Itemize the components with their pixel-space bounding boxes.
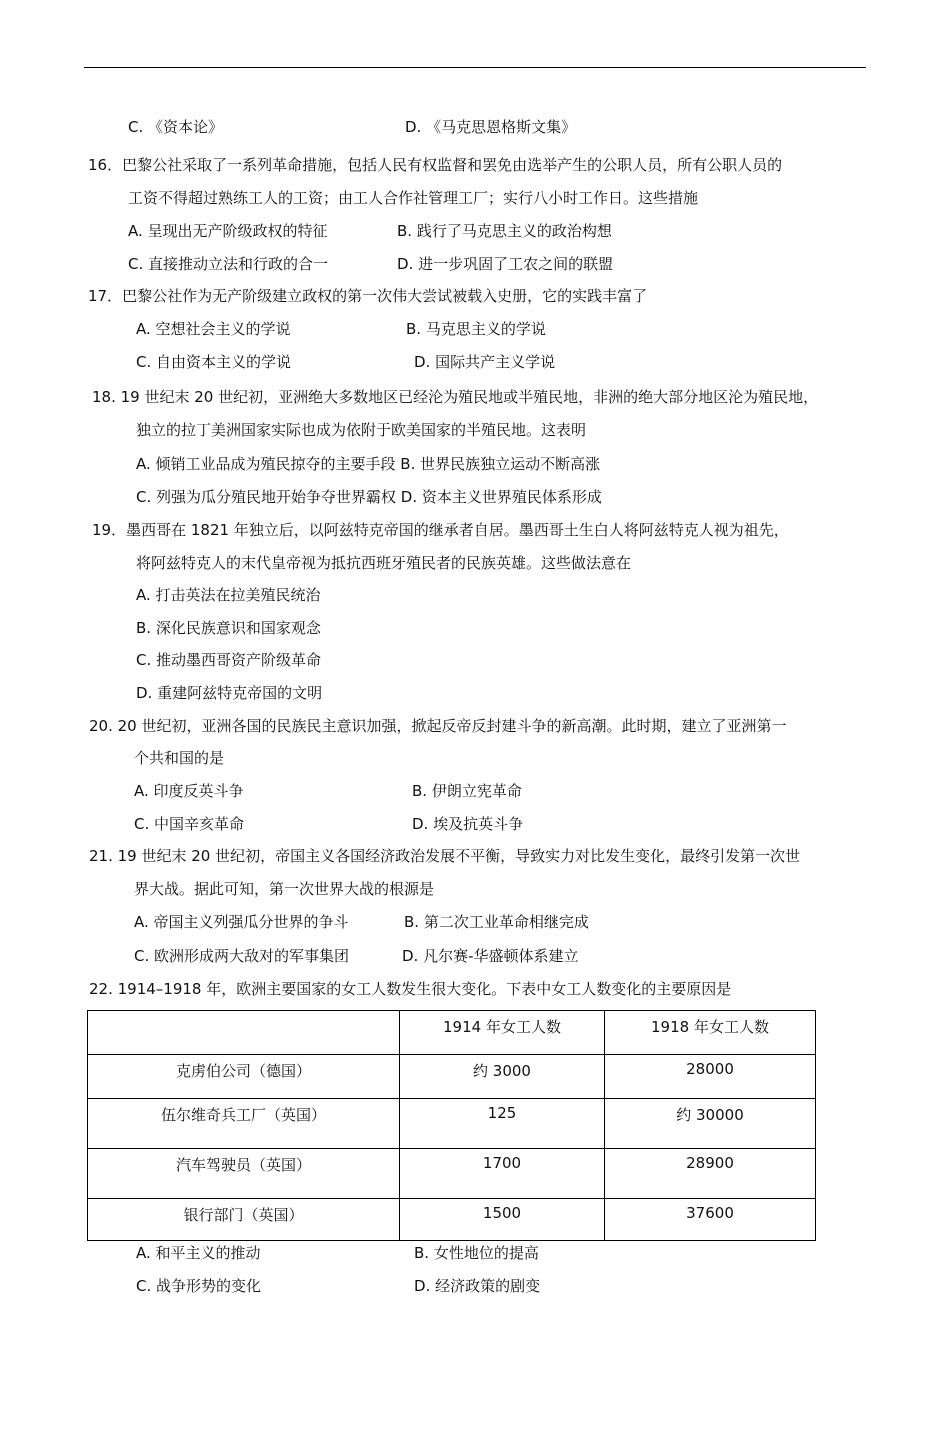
q18-options-ab: A. 倾销工业品成为殖民掠夺的主要手段 B. 世界民族独立运动不断高涨: [136, 455, 601, 473]
q16-option-d: D. 进一步巩固了工农之间的联盟: [397, 255, 614, 273]
table-header-row: [88, 1011, 816, 1055]
table-row: [88, 1099, 816, 1149]
q18-options-cd: C. 列强为瓜分殖民地开始争夺世界霸权 D. 资本主义世界殖民体系形成: [136, 488, 602, 506]
table-cell: 约 30000: [605, 1099, 816, 1149]
table-row: [88, 1149, 816, 1199]
q20-option-a: A. 印度反英斗争: [134, 782, 244, 800]
q16-option-b: B. 践行了马克思主义的政治构想: [397, 222, 612, 240]
q21-option-b: B. 第二次工业革命相继完成: [404, 913, 589, 931]
q20-option-b: B. 伊朗立宪革命: [412, 782, 522, 800]
q21-stem-line2: 界大战。据此可知，第一次世界大战的根源是: [134, 880, 435, 898]
q16-option-c: C. 直接推动立法和行政的合一: [128, 255, 329, 273]
q20-stem-line2: 个共和国的是: [134, 749, 225, 767]
header-rule: [84, 67, 866, 68]
q16-stem-line2: 工资不得超过熟练工人的工资；由工人合作社管理工厂；实行八小时工作日。这些措施: [128, 189, 699, 207]
q20-stem-line1: 20. 20 世纪初，亚洲各国的民族民主意识加强，掀起反帝反封建斗争的新高潮。此时期，建立了亚洲第一: [89, 717, 787, 735]
q17-option-c: C. 自由资本主义的学说: [136, 353, 292, 371]
q19-option-a: A. 打击英法在拉美殖民统治: [136, 586, 321, 604]
q21-option-c: C. 欧洲形成两大敌对的军事集团: [134, 947, 350, 965]
table-header-cell: 1918 年女工人数: [605, 1011, 816, 1055]
table-header-cell: 1914 年女工人数: [400, 1011, 605, 1055]
q20-option-d: D. 埃及抗英斗争: [412, 815, 524, 833]
q21-option-d: D. 凡尔赛-华盛顿体系建立: [402, 947, 579, 965]
table-cell: 伍尔维奇兵工厂（英国）: [88, 1099, 400, 1149]
q22-option-b: B. 女性地位的提高: [414, 1244, 539, 1262]
table-row: [88, 1055, 816, 1099]
q22-option-a: A. 和平主义的推动: [136, 1244, 261, 1262]
q15-option-d: D. 《马克思恩格斯文集》: [405, 118, 577, 136]
q21-option-a: A. 帝国主义列强瓜分世界的争斗: [134, 913, 349, 931]
q15-option-c: C. 《资本论》: [128, 118, 224, 136]
female-workers-table: [87, 1010, 816, 1241]
q21-stem-line1: 21. 19 世纪末 20 世纪初，帝国主义各国经济政治发展不平衡，导致实力对比发生变化，最终引发第一次世: [89, 847, 801, 865]
q19-option-d: D. 重建阿兹特克帝国的文明: [136, 684, 323, 702]
q19-option-b: B. 深化民族意识和国家观念: [136, 619, 321, 637]
q17-option-a: A. 空想社会主义的学说: [136, 320, 291, 338]
q16-stem-line1: 16．巴黎公社采取了一系列革命措施，包括人民有权监督和罢免由选举产生的公职人员，所有公职人员的: [88, 156, 783, 174]
table-cell: 克虏伯公司（德国）: [88, 1055, 400, 1099]
table-header-cell: [88, 1011, 400, 1055]
q18-stem-line1: 18. 19 世纪末 20 世纪初，亚洲绝大多数地区已经沦为殖民地或半殖民地，非洲的绝大部分地区沦为殖民地，: [92, 388, 819, 406]
q17-option-d: D. 国际共产主义学说: [414, 353, 556, 371]
table-cell: 125: [400, 1099, 605, 1149]
q19-stem-line1: 19．墨西哥在 1821 年独立后，以阿兹特克帝国的继承者自居。墨西哥土生白人将阿兹特克人视为祖先，: [92, 521, 789, 539]
q17-option-b: B. 马克思主义的学说: [406, 320, 546, 338]
table-row: [88, 1199, 816, 1241]
table-cell: 银行部门（英国）: [88, 1199, 400, 1241]
q19-option-c: C. 推动墨西哥资产阶级革命: [136, 651, 322, 669]
table-cell: 1700: [400, 1149, 605, 1199]
q17-stem-line1: 17．巴黎公社作为无产阶级建立政权的第一次伟大尝试被载入史册，它的实践丰富了: [88, 287, 648, 305]
q19-stem-line2: 将阿兹特克人的末代皇帝视为抵抗西班牙殖民者的民族英雄。这些做法意在: [136, 554, 632, 572]
q16-option-a: A. 呈现出无产阶级政权的特征: [128, 222, 328, 240]
q18-stem-line2: 独立的拉丁美洲国家实际也成为依附于欧美国家的半殖民地。这表明: [136, 421, 587, 439]
table-cell: 28900: [605, 1149, 816, 1199]
table-cell: 汽车驾驶员（英国）: [88, 1149, 400, 1199]
table-cell: 约 3000: [400, 1055, 605, 1099]
q20-option-c: C. 中国辛亥革命: [134, 815, 245, 833]
table-cell: 1500: [400, 1199, 605, 1241]
table-cell: 28000: [605, 1055, 816, 1099]
table-cell: 37600: [605, 1199, 816, 1241]
q22-option-d: D. 经济政策的剧变: [414, 1277, 541, 1295]
q22-stem-line1: 22. 1914–1918 年，欧洲主要国家的女工人数发生很大变化。下表中女工人数变化的主要原因是: [89, 980, 732, 998]
q22-option-c: C. 战争形势的变化: [136, 1277, 262, 1295]
